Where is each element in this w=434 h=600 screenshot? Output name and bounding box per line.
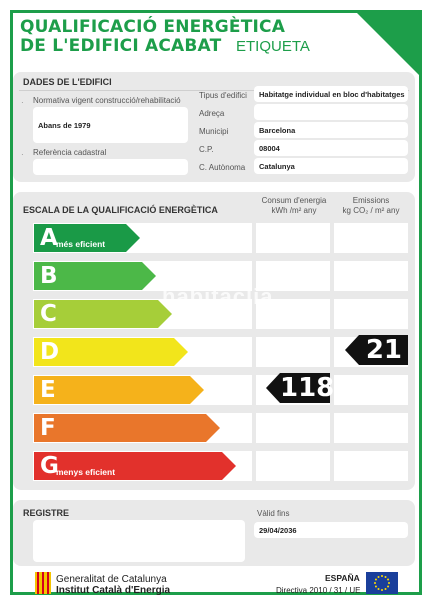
country-name: ESPAÑA <box>325 573 360 583</box>
consumption-header-unit: kWh /m² any <box>271 206 317 215</box>
rating-letter: F <box>40 415 56 441</box>
eu-star <box>381 575 383 577</box>
building-type-label: Tipus d'edifici <box>199 91 247 100</box>
consumption-cell <box>256 337 330 367</box>
emissions-cell <box>334 223 408 253</box>
rating-letter: G <box>40 453 59 479</box>
arrow-tip <box>206 414 220 442</box>
emissions-cell <box>334 413 408 443</box>
rating-arrow-b <box>34 262 142 290</box>
eu-star <box>378 576 380 578</box>
rating-arrow-f <box>34 414 206 442</box>
eu-star <box>388 582 390 584</box>
eu-star <box>387 579 389 581</box>
address-label: Adreça <box>199 109 225 118</box>
rating-letter: B <box>40 263 58 289</box>
building-section-title: DADES DE L'EDIFICI <box>23 77 112 87</box>
building-type-field: Habitatge individual en bloc d'habitatges <box>254 86 408 102</box>
rating-sublabel: més eficient <box>56 239 106 249</box>
emissions-cell <box>334 299 408 329</box>
region-field: Catalunya <box>254 158 408 174</box>
register-panel <box>13 500 415 566</box>
municipality-label: Municipi <box>199 127 229 136</box>
eu-flag-icon <box>366 572 398 594</box>
scale-section-title: ESCALA DE LA QUALIFICACIÓ ENERGÈTICA <box>23 205 218 215</box>
rating-arrow-d <box>34 338 174 366</box>
emissions-header-unit: kg CO₂ / m² any <box>342 206 400 215</box>
institute-name: Institut Català d'Energia <box>56 585 171 596</box>
rating-letter: D <box>40 339 60 365</box>
consumption-badge: 118 <box>280 373 330 403</box>
watermark: habitaclia <box>162 284 274 309</box>
eu-star <box>381 589 383 591</box>
register-section-title: REGISTRE <box>23 508 70 518</box>
rating-arrow-a <box>34 224 126 252</box>
corner-decoration <box>357 13 419 75</box>
title-line-1: QUALIFICACIÓ ENERGÈTICA <box>20 17 286 37</box>
cadastral-label: Referència cadastral <box>33 148 107 157</box>
building-data-panel <box>13 72 415 182</box>
consumption-cell <box>256 413 330 443</box>
municipality-field: Barcelona <box>254 122 408 138</box>
region-label: C. Autònoma <box>199 163 246 172</box>
rating-row-g <box>13 451 415 481</box>
postal-code-field: 08004 <box>254 140 408 156</box>
eu-star <box>385 576 387 578</box>
emissions-cell <box>334 261 408 291</box>
emissions-cell <box>334 375 408 405</box>
address-field <box>254 104 408 120</box>
consumption-header-title: Consum d'energia <box>261 196 327 205</box>
emissions-header <box>331 196 411 216</box>
bullet: · <box>21 150 24 159</box>
emissions-cell <box>334 451 408 481</box>
directive-text: Directiva 2010 / 31 / UE <box>276 586 361 595</box>
catalonia-flag-icon <box>35 572 51 594</box>
arrow-tip <box>190 376 204 404</box>
eu-star <box>375 579 377 581</box>
arrow-tip <box>222 452 236 480</box>
rating-row-a <box>13 223 415 253</box>
label-type: ETIQUETA <box>236 38 310 55</box>
rating-arrow-c <box>34 300 158 328</box>
rating-row-f <box>13 413 415 443</box>
badge-pointer <box>266 373 280 403</box>
eu-star <box>385 588 387 590</box>
consumption-cell <box>256 451 330 481</box>
title-line-2: DE L'EDIFICI ACABAT <box>20 36 222 56</box>
arrow-tip <box>142 262 156 290</box>
eu-star <box>375 586 377 588</box>
rating-sublabel: menys eficient <box>56 467 116 477</box>
valid-until-label: Vàlid fins <box>257 509 290 518</box>
arrow-tip <box>126 224 140 252</box>
bullet: · <box>21 98 24 107</box>
rating-letter: E <box>40 377 56 403</box>
rating-letter: C <box>40 301 57 327</box>
cadastral-field <box>33 159 188 175</box>
regulation-label: Normativa vigent construcció/rehabilitació <box>33 96 181 105</box>
valid-until-field: 29/04/2036 <box>254 522 408 538</box>
emissions-header-title: Emissions <box>352 196 390 205</box>
rating-arrow-g <box>34 452 222 480</box>
badge-pointer <box>345 335 359 365</box>
regulation-field: Abans de 1979 <box>33 107 188 143</box>
postal-code-label: C.P. <box>199 145 214 154</box>
eu-star <box>374 582 376 584</box>
emissions-badge: 21 <box>359 335 408 365</box>
arrow-tip <box>174 338 188 366</box>
consumption-cell <box>256 223 330 253</box>
eu-star <box>387 586 389 588</box>
rating-arrow-e <box>34 376 190 404</box>
eu-star <box>378 588 380 590</box>
org-name: Generalitat de Catalunya <box>56 574 167 585</box>
register-field <box>33 520 245 562</box>
rating-row-e <box>13 375 415 405</box>
energy-scale-panel <box>13 192 415 490</box>
consumption-header <box>253 196 335 216</box>
rating-letter: A <box>40 225 58 251</box>
